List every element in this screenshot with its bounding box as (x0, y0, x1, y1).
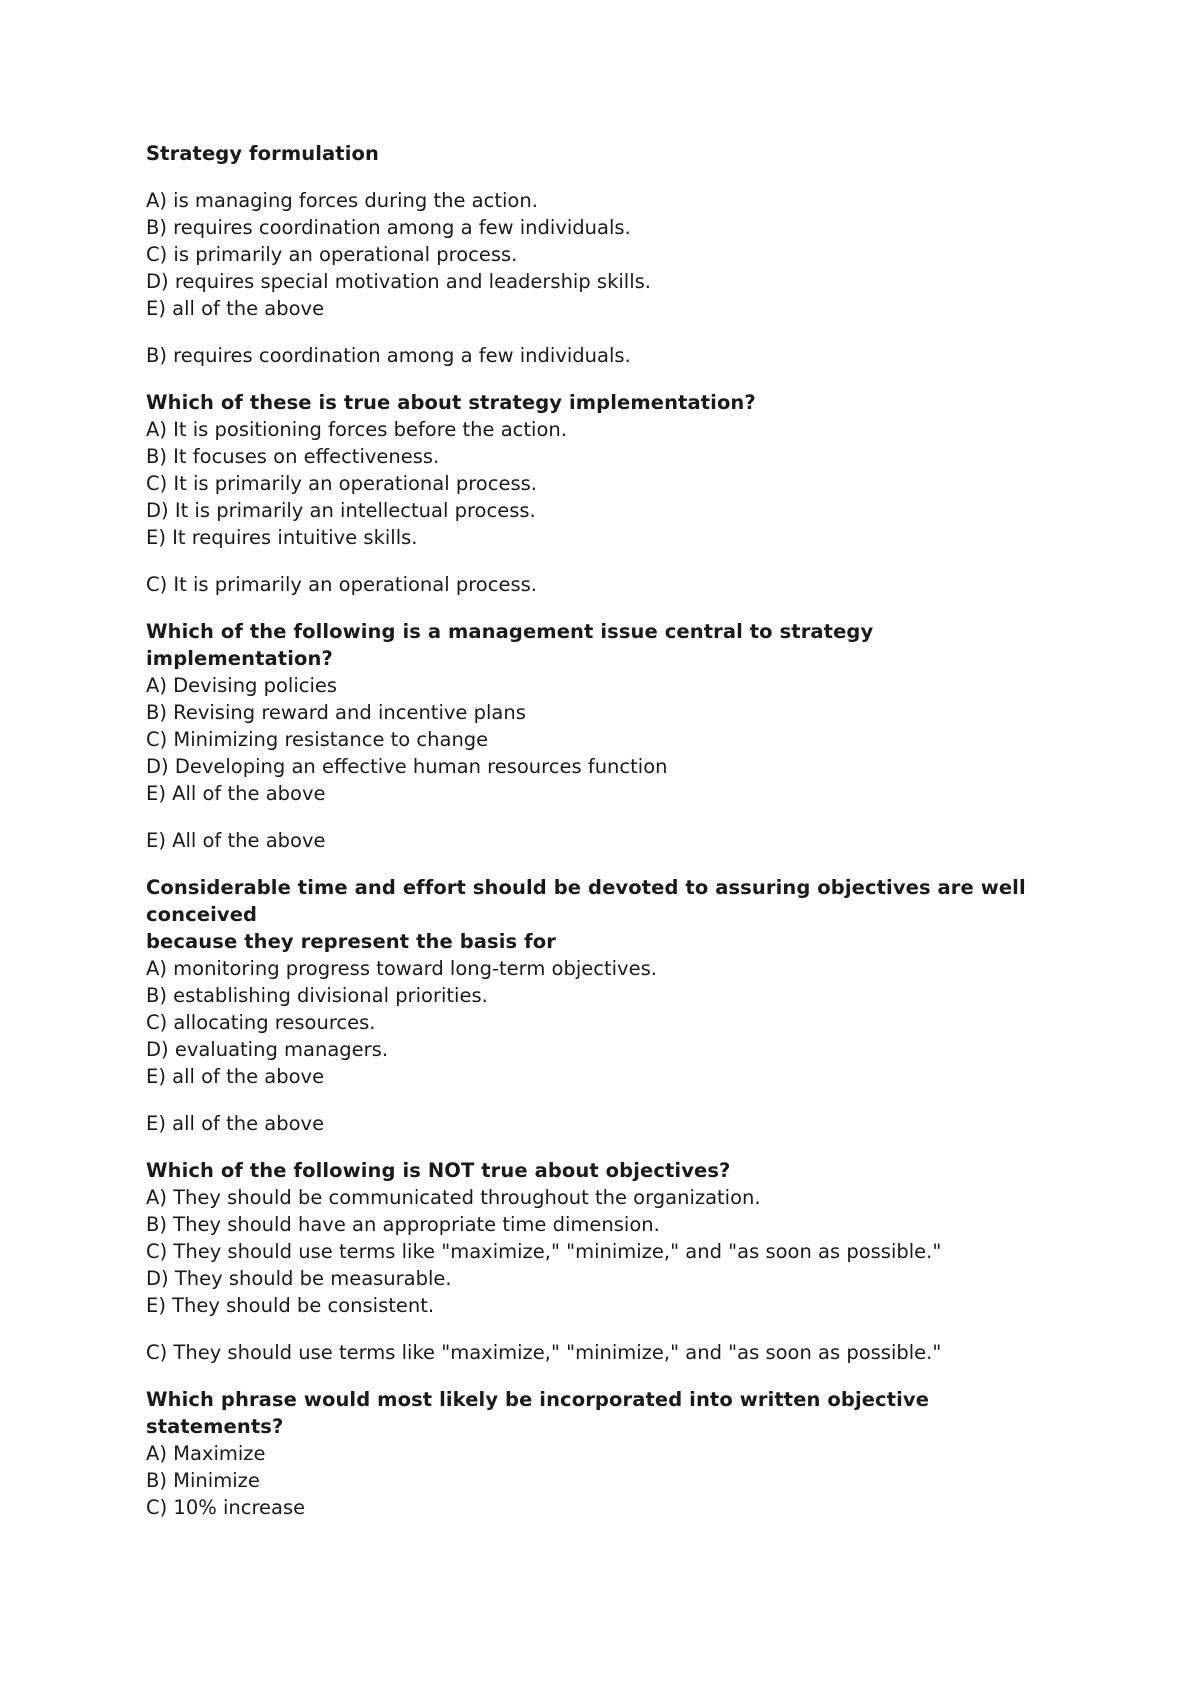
option-list (146, 416, 1086, 551)
option-list (146, 1440, 1086, 1521)
question-block-6 (146, 1386, 1086, 1521)
option-a: A) Devising policies (146, 674, 338, 697)
question-text-line-2: implementation? (146, 647, 333, 670)
question-text: Which of these is true about strategy implementation? (146, 391, 756, 414)
answer-text: E) all of the above (146, 1112, 325, 1135)
question-block-1 (146, 140, 1086, 369)
question-block-4 (146, 874, 1086, 1137)
option-b: B) They should have an appropriate time dimension. (146, 1213, 660, 1236)
question-text-line-1: Which of the following is a management issue central to strategy (146, 620, 874, 643)
option-b: B) Revising reward and incentive plans (146, 701, 526, 724)
question-text-line-1: Considerable time and effort should be devoted to assuring objectives are well (146, 876, 1026, 899)
option-d: D) They should be measurable. (146, 1267, 452, 1290)
option-e: E) It requires intuitive skills. (146, 526, 418, 549)
option-d: D) It is primarily an intellectual process. (146, 499, 536, 522)
option-a: A) monitoring progress toward long-term objectives. (146, 957, 657, 980)
question-text-line-2: statements? (146, 1415, 284, 1438)
document-page (146, 140, 1086, 1521)
option-b: B) Minimize (146, 1469, 260, 1492)
option-list (146, 1184, 1086, 1319)
option-a: A) Maximize (146, 1442, 266, 1465)
option-list (146, 955, 1086, 1090)
answer-text: C) It is primarily an operational process. (146, 573, 537, 596)
option-c: C) allocating resources. (146, 1011, 376, 1034)
question-text-line-2: conceived (146, 903, 258, 926)
option-b: B) establishing divisional priorities. (146, 984, 488, 1007)
question-block-2 (146, 389, 1086, 598)
option-list (146, 187, 1086, 322)
question-block-5 (146, 1157, 1086, 1366)
option-c: C) is primarily an operational process. (146, 243, 518, 266)
option-b: B) requires coordination among a few individuals. (146, 216, 631, 239)
option-d: D) requires special motivation and leadership skills. (146, 270, 651, 293)
option-c: C) They should use terms like "maximize," "minimize," and "as soon as possible." (146, 1240, 942, 1263)
option-c: C) It is primarily an operational process. (146, 472, 537, 495)
answer-text: C) They should use terms like "maximize," "minimize," and "as soon as possible." (146, 1341, 942, 1364)
question-text: Which of the following is NOT true about objectives? (146, 1159, 731, 1182)
question-text-line-1: Which phrase would most likely be incorporated into written objective (146, 1388, 930, 1411)
option-a: A) It is positioning forces before the action. (146, 418, 567, 441)
option-c: C) Minimizing resistance to change (146, 728, 489, 751)
answer-text: B) requires coordination among a few individuals. (146, 344, 631, 367)
option-a: A) is managing forces during the action. (146, 189, 538, 212)
question-block-3 (146, 618, 1086, 854)
question-text: Strategy formulation (146, 142, 379, 165)
option-c: C) 10% increase (146, 1496, 306, 1519)
answer-text: E) All of the above (146, 829, 326, 852)
option-a: A) They should be communicated throughout the organization. (146, 1186, 761, 1209)
option-d: D) evaluating managers. (146, 1038, 389, 1061)
option-d: D) Developing an effective human resources function (146, 755, 668, 778)
option-list (146, 672, 1086, 807)
option-e: E) all of the above (146, 1065, 325, 1088)
option-e: E) All of the above (146, 782, 326, 805)
question-text-line-3: because they represent the basis for (146, 930, 556, 953)
option-e: E) They should be consistent. (146, 1294, 435, 1317)
option-b: B) It focuses on effectiveness. (146, 445, 440, 468)
option-e: E) all of the above (146, 297, 325, 320)
